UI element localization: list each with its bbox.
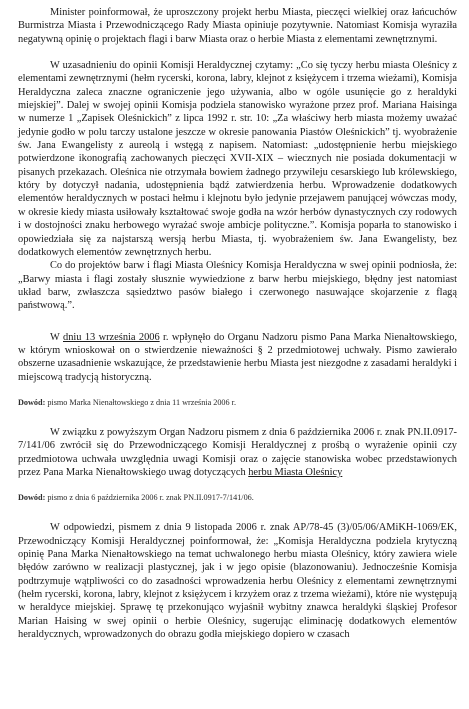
evidence-text: pismo z dnia 6 października 2006 r. znak PN.II.0917-7/141/06. xyxy=(47,493,254,503)
paragraph-supervisory-request xyxy=(18,426,457,479)
evidence-note-1 xyxy=(18,397,457,408)
evidence-note-2 xyxy=(18,492,457,503)
paragraph-nienaltowski-letter xyxy=(18,331,457,384)
paragraph-text: r. wpłynęło do Organu Nadzoru pismo Pana Marka Nienałtowskiego, w którym wnioskował on o stwierdzenie nieważności § 2 przedmiotowej uchwały. Pismo zawierało obszerne uzasadnienie wskazujące, że przedstawienie herbu Miasta jest niezgodne z zasadami heraldyki i miejscową tradycją historyczną. xyxy=(18,331,457,383)
underlined-phrase: herbu Miasta Oleśnicy xyxy=(248,466,343,478)
evidence-label: Dowód: xyxy=(18,493,46,503)
paragraph-flag-colors: Co do projektów barw i flagi Miasta Oleśnicy Komisja Heraldyczna w swej opinii podniosła, że: „Barwy miasta i flagi zostały słusznie wywiedzione z barw herbu miejskiego, błędny jest natomiast układ barw, zwłaszcza sąsiedztwo pasów białego i czerwonego nasuwające skojarzenie z flagą państwową.”. xyxy=(18,260,457,312)
paragraph-text: W związku z powyższym Organ Nadzoru pismem z dnia 6 października 2006 r. znak PN.II.0917-7/141/06 zwrócił się do Przewodniczącego Komisji Heraldycznej z prośbą o wyrażenie opinii czy przedmiotowa uchwała uwzględnia uwagi Komisji oraz o zajęcie stanowiska wobec przedstawionych przez Pana Marka Nienałtowskiego uwag dotyczących xyxy=(18,426,457,478)
evidence-text: pismo Marka Nienałtowskiego z dnia 11 września 2006 r. xyxy=(47,397,236,407)
paragraph-commission-response: W odpowiedzi, pismem z dnia 9 listopada 2006 r. znak AP/78-45 (3)/05/06/AMiKH-1069/EK, Przewodniczący Komisji Heraldycznej poinformował, że: „Komisja Heraldyczna podziela krytyczną opinię Pana Marka Nienałtowskiego na temat uchwalonego herbu miasta Oleśnicy, który zawiera wiele błędów zarówno w realizacji plastycznej, jak i w jego opisie (blazonowaniu). Jednocześnie Komisja podtrzymuje wątpliwości co do zasadności wprowadzenia herbu Oleśnicy z elementami zewnętrznymi (hełm rycerski, korona, labry, klejnot z księżycem i krzyżem oraz z trzema wieżami), które nie występują w heraldyce miejskiej. Sprawę tę przekonująco wyjaśnił wybitny znawca heraldyki śląskiej Profesor Marian Haising w swej opinii o herbie Oleśnicy, sugerując eliminację dodatkowych elementów heraldycznych, wprowadzonych do obrazu godła miejskiego dopiero w czasach xyxy=(18,522,457,641)
paragraph-commission-justification: W uzasadnieniu do opinii Komisji Heraldycznej czytamy: „Co się tyczy herbu miasta Oleśnicy z elementami zewnętrznymi (hełm rycerski, korona, labry, klejnot z księżycem i trzema wieżami), Komisja Heraldyczna zaleca znaczne ograniczenie jego używania, albo w ogóle usunięcie go z heraldyki miejskiej”. Dalej w swojej opinii Komisja podziela stanowisko wyrażone przez prof. Mariana Haisinga w numerze 1 „Zapisek Oleśnickich” z lipca 1992 r. str. 10: „Za właściwy herb miasta możemy uważać jedynie godło w polu tarczy ustalone jeszcze w okresie panowania Piastów Oleśnickich” tj. wyobrażenie św. Jana Ewangelisty z aureolą i wstęgą z napisem. Natomiast: „udostępnienie herbu miejskiego potwierdzone ikonografią zachowanych pieczęci XVII-XIX – wiecznych nie posiada dokumentacji w pisanych przekazach. Oleśnica nie otrzymała bowiem żadnego przywileju cesarskiego lub królewskiego, który by dotyczył nadania, udostępnienia bądź zatwierdzenia herbu. Wprowadzenie dodatkowych elementów heraldycznych w postaci hełmu i klejnotu było jedynie przejawem panującej wówczas mody, w okresie kiedy miasta usiłowały kształtować swoje godła na wzór herbów dynastycznych czy rodowych i w dostojności znaku herbowego wyrażać swoje ambicje polityczne.”. Komisja poparła to stanowisko i opowiedziała się za najstarszą wersją herbu Miasta, tj. wyobrażeniem św. Jana Ewangelisty, bez dodatkowych elementów zewnętrznych herbu. xyxy=(18,60,457,258)
paragraph-minister-opinion: Minister poinformował, że uproszczony projekt herbu Miasta, pieczęci wielkiej oraz łańcuchów Burmistrza Miasta i Przewodniczącego Rady Miasta opiniuje pozytywnie. Natomiast Komisja wyraziła negatywną opinię o projektach flagi i barw Miasta oraz o herbie Miasta z elementami zewnętrznymi. xyxy=(18,7,457,45)
underlined-date: dniu 13 września 2006 xyxy=(63,331,160,343)
evidence-label: Dowód: xyxy=(18,397,46,407)
paragraph-text: W xyxy=(50,331,63,343)
